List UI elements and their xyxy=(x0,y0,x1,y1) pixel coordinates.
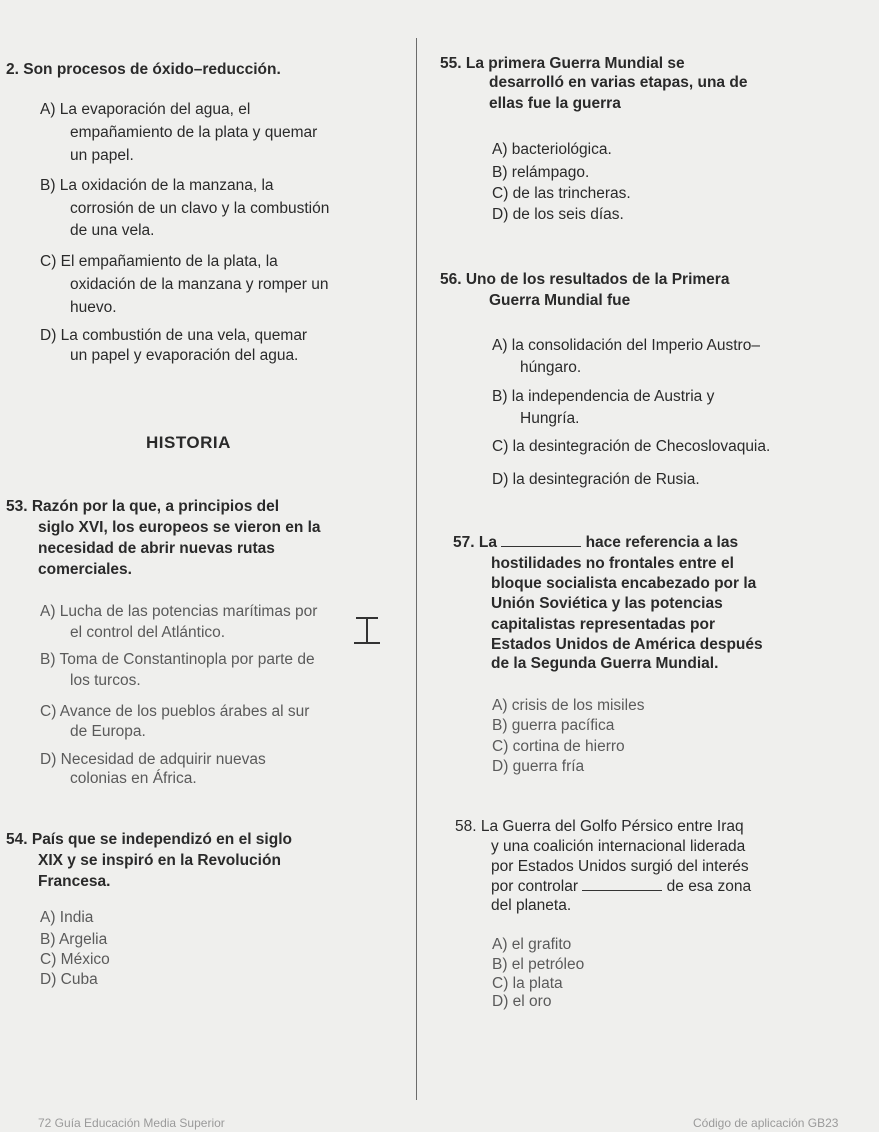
q58-stem-line4 xyxy=(491,878,751,896)
q54-stem-line1: 54. País que se independizó en el siglo xyxy=(6,831,292,848)
q2-option-d-line2: un papel y evaporación del agua. xyxy=(70,347,299,364)
q55-stem-line3: ellas fue la guerra xyxy=(489,95,621,112)
footer-page-info: 72 Guía Educación Media Superior xyxy=(38,1116,225,1130)
q2-option-c-line2: oxidación de la manzana y romper un xyxy=(70,276,329,293)
q53-option-a-line2: el control del Atlántico. xyxy=(70,624,226,641)
q54-option-b: B) Argelia xyxy=(40,931,108,948)
q2-option-c-line3: huevo. xyxy=(70,299,117,316)
q53-stem-line2: siglo XVI, los europeos se vieron en la xyxy=(38,519,321,536)
q53-option-d-line1: D) Necesidad de adquirir nuevas xyxy=(40,751,266,768)
q53-stem-line3: necesidad de abrir nuevas rutas xyxy=(38,540,275,557)
q58-stem-pre: por controlar xyxy=(491,878,579,895)
q57-stem-post: hace referencia a las xyxy=(585,534,739,551)
q56-stem-line2: Guerra Mundial fue xyxy=(489,292,631,309)
q53-option-c-line1: C) Avance de los pueblos árabes al sur xyxy=(40,703,310,720)
q57-stem-line4: Unión Soviética y las potencias xyxy=(491,595,723,612)
q55-option-d: D) de los seis días. xyxy=(492,206,624,223)
q57-option-a: A) crisis de los misiles xyxy=(492,697,645,714)
q58-option-c: C) la plata xyxy=(492,975,563,992)
handwritten-mark xyxy=(348,612,386,648)
q53-option-a-line1: A) Lucha de las potencias marítimas por xyxy=(40,603,318,620)
q56-option-c: C) la desintegración de Checoslovaquia. xyxy=(492,438,771,455)
q56-stem-line1: 56. Uno de los resultados de la Primera xyxy=(440,271,730,288)
q54-option-a: A) India xyxy=(40,909,94,926)
q57-option-d: D) guerra fría xyxy=(492,758,585,775)
q57-stem-pre: 57. La xyxy=(453,534,497,551)
q57-stem-line5: capitalistas representadas por xyxy=(491,616,715,633)
footer-application-code: Código de aplicación GB23 xyxy=(693,1116,839,1130)
q57-stem-line3: bloque socialista encabezado por la xyxy=(491,575,757,592)
q57-option-c: C) cortina de hierro xyxy=(492,738,625,755)
q58-option-a: A) el grafito xyxy=(492,936,572,953)
q2-option-a-line2: empañamiento de la plata y quemar xyxy=(70,124,318,141)
section-heading: HISTORIA xyxy=(146,433,231,452)
q2-option-b-line3: de una vela. xyxy=(70,222,155,239)
q58-stem-line3: por Estados Unidos surgió del interés xyxy=(491,858,749,875)
q2-option-c-line1: C) El empañamiento de la plata, la xyxy=(40,253,278,270)
q58-stem-line1: 58. La Guerra del Golfo Pérsico entre Iraq xyxy=(455,818,744,835)
q57-stem-line1 xyxy=(453,534,738,552)
q53-option-b-line2: los turcos. xyxy=(70,672,141,689)
q53-stem-line4: comerciales. xyxy=(38,561,132,578)
q53-stem-line1: 53. Razón por la que, a principios del xyxy=(6,498,280,515)
column-divider xyxy=(416,38,417,1100)
q57-stem-line2: hostilidades no frontales entre el xyxy=(491,555,734,572)
q55-stem-line1: 55. La primera Guerra Mundial se xyxy=(440,55,685,72)
q57-stem-line6: Estados Unidos de América después xyxy=(491,636,763,653)
q54-option-c: C) México xyxy=(40,951,110,968)
q54-stem-line2: XIX y se inspiró en la Revolución xyxy=(38,852,281,869)
q58-answer-blank[interactable] xyxy=(582,878,662,891)
q55-option-a: A) bacteriológica. xyxy=(492,141,612,158)
q53-option-c-line2: de Europa. xyxy=(70,723,146,740)
q56-option-d: D) la desintegración de Rusia. xyxy=(492,471,700,488)
q58-option-b: B) el petróleo xyxy=(492,956,585,973)
q54-stem-line3: Francesa. xyxy=(38,873,111,890)
q53-option-d-line2: colonias en África. xyxy=(70,770,197,787)
q58-option-d: D) el oro xyxy=(492,993,552,1010)
q55-option-c: C) de las trincheras. xyxy=(492,185,631,202)
q53-option-b-line1: B) Toma de Constantinopla por parte de xyxy=(40,651,315,668)
q54-option-d: D) Cuba xyxy=(40,971,98,988)
q56-option-b-line2: Hungría. xyxy=(520,410,580,427)
q55-option-b: B) relámpago. xyxy=(492,164,590,181)
q2-stem: 2. Son procesos de óxido–reducción. xyxy=(6,61,281,78)
q2-option-d-line1: D) La combustión de una vela, quemar xyxy=(40,327,308,344)
q2-option-a-line1: A) La evaporación del agua, el xyxy=(40,101,251,118)
q57-stem-line7: de la Segunda Guerra Mundial. xyxy=(491,655,719,672)
q2-option-a-line3: un papel. xyxy=(70,147,134,164)
q57-option-b: B) guerra pacífica xyxy=(492,717,615,734)
q56-option-a-line2: húngaro. xyxy=(520,359,582,376)
q2-option-b-line2: corrosión de un clavo y la combustión xyxy=(70,200,330,217)
q57-answer-blank[interactable] xyxy=(501,534,581,547)
q56-option-b-line1: B) la independencia de Austria y xyxy=(492,388,715,405)
q58-stem-post: de esa zona xyxy=(666,878,752,895)
q58-stem-line5: del planeta. xyxy=(491,897,572,914)
q2-option-b-line1: B) La oxidación de la manzana, la xyxy=(40,177,274,194)
q55-stem-line2: desarrolló en varias etapas, una de xyxy=(489,74,748,91)
q58-stem-line2: y una coalición internacional liderada xyxy=(491,838,746,855)
q56-option-a-line1: A) la consolidación del Imperio Austro– xyxy=(492,337,760,354)
